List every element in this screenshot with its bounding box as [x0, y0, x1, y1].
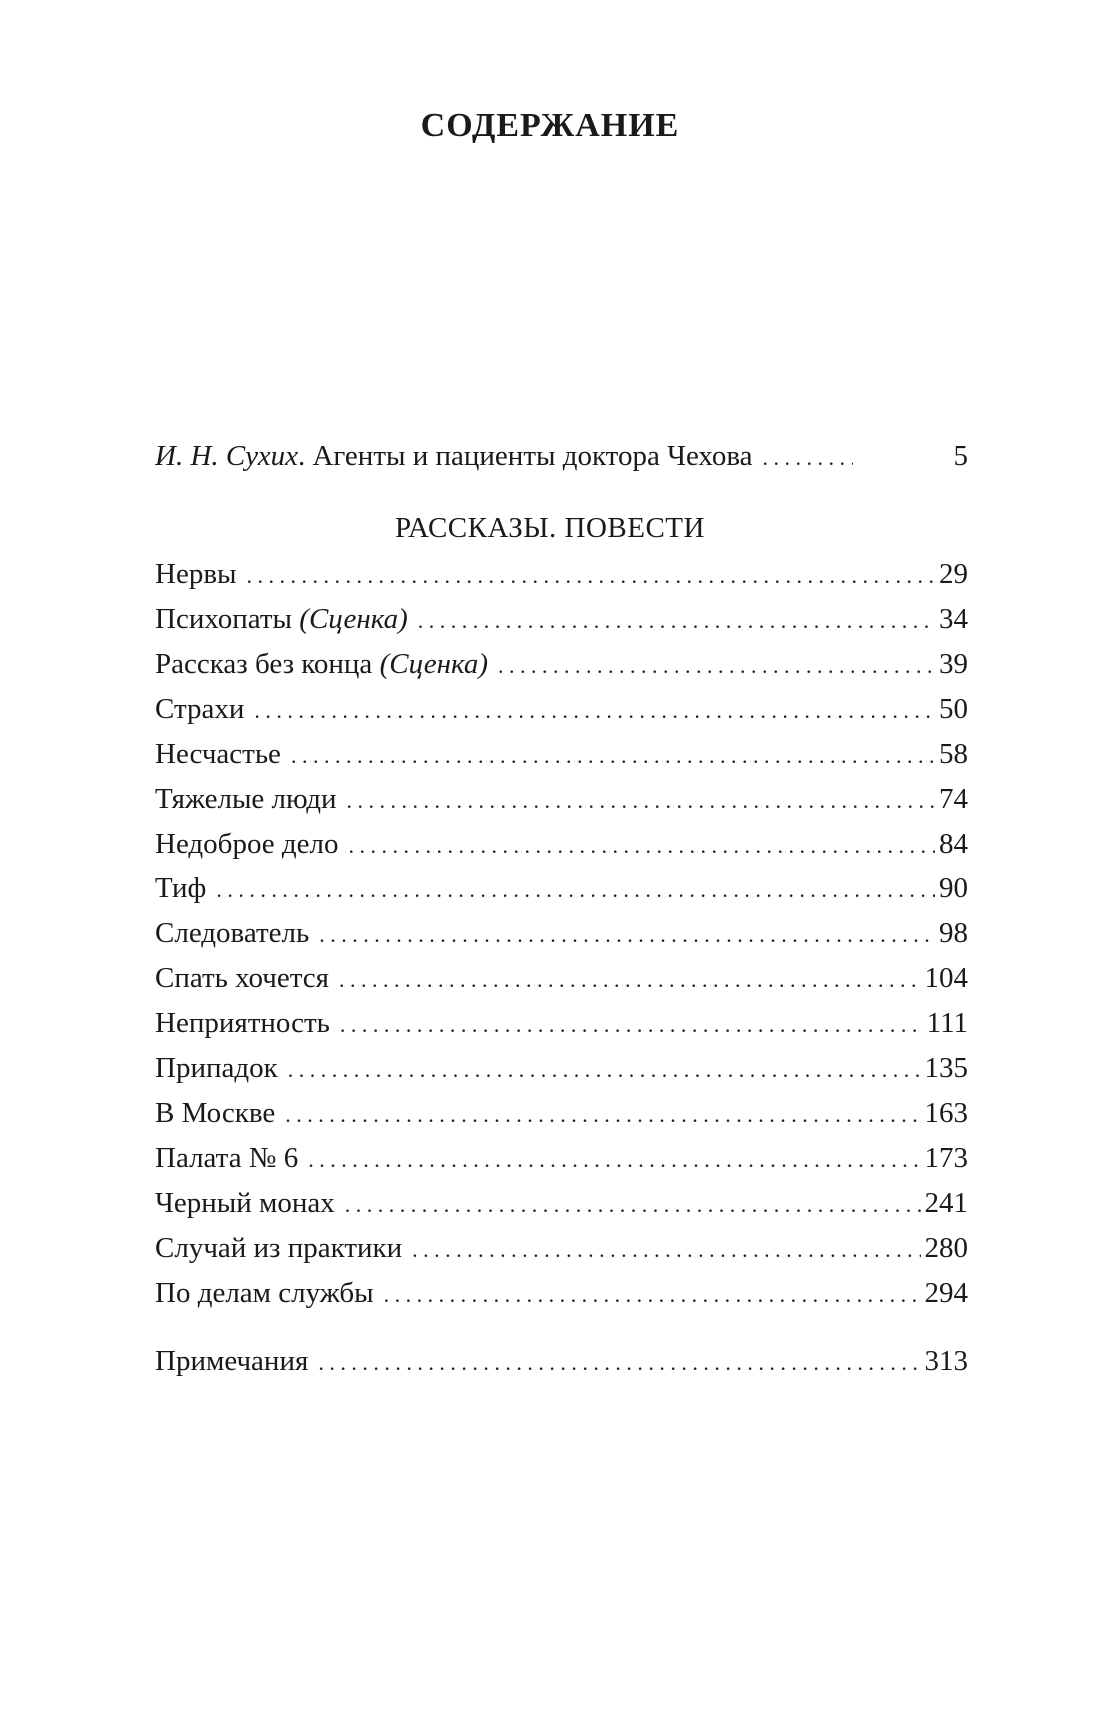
toc-entry[interactable]: [155, 1226, 968, 1270]
entry-page-number: 50: [939, 693, 968, 725]
entry-title: [155, 911, 319, 955]
entry-page-number: 135: [924, 1052, 968, 1084]
entry-title: [155, 1271, 384, 1315]
entry-page-number: 111: [926, 1007, 968, 1039]
dot-leader: [340, 1003, 923, 1045]
dot-leader: [349, 824, 935, 866]
entry-title: [155, 956, 339, 1000]
entry-page-number: 313: [924, 1345, 968, 1377]
entry-title: [155, 642, 498, 686]
entry-title-text: Рассказ без конца: [155, 648, 380, 680]
entry-title-text: Черный монах: [155, 1187, 335, 1219]
dot-leader: [347, 779, 936, 821]
entry-title-text: По делам службы: [155, 1277, 374, 1309]
entry-title: [155, 1181, 345, 1225]
toc-entry[interactable]: [155, 866, 968, 910]
entry-page-number: 294: [924, 1277, 968, 1309]
toc-entry[interactable]: [155, 597, 968, 641]
entry-title: [155, 1136, 308, 1180]
toc-entry[interactable]: [155, 777, 968, 821]
entry-title-text: В Москве: [155, 1097, 276, 1129]
entry-page-number: 173: [924, 1142, 968, 1174]
entry-page-number: 34: [939, 603, 968, 635]
entry-page-number: 58: [939, 738, 968, 770]
entry-title-text: Припадок: [155, 1052, 278, 1084]
toc-entry[interactable]: [155, 552, 968, 596]
toc-entry[interactable]: [155, 1046, 968, 1090]
entry-page-number: 5: [953, 440, 968, 472]
entry-title-text: Тиф: [155, 872, 207, 904]
entry-title-text: Нервы: [155, 558, 237, 590]
toc-entry[interactable]: [155, 956, 968, 1000]
dot-leader: [247, 554, 936, 596]
entry-title: Примечания: [155, 1339, 318, 1383]
toc-entry[interactable]: [155, 1181, 968, 1225]
entry-title: [155, 777, 347, 821]
entry-subtitle: (Сценка): [299, 603, 408, 635]
entry-page-number: 280: [924, 1232, 968, 1264]
toc-entry-intro[interactable]: [155, 434, 968, 478]
entry-title: [155, 1091, 285, 1135]
toc-entry[interactable]: [155, 911, 968, 955]
entry-title-text: Палата № 6: [155, 1142, 299, 1174]
entry-page-number: 98: [939, 917, 968, 949]
entry-title: [155, 1226, 412, 1270]
toc-entry[interactable]: [155, 642, 968, 686]
entry-page-number: 90: [939, 872, 968, 904]
entry-title-text: Спать хочется: [155, 962, 329, 994]
toc-entry[interactable]: [155, 1091, 968, 1135]
dot-leader: [288, 1048, 921, 1090]
entry-title: [155, 1001, 340, 1045]
entry-page-number: 29: [939, 558, 968, 590]
dot-leader: [763, 436, 853, 478]
entry-subtitle: (Сценка): [379, 648, 489, 680]
entry-title: [155, 732, 291, 776]
entry-page-number: 84: [939, 828, 968, 860]
entry-page-number: 74: [939, 783, 968, 815]
entry-title: [155, 687, 254, 731]
dot-leader: [412, 1228, 920, 1270]
entry-title-text: Случай из практики: [155, 1232, 403, 1264]
entry-title-text: Психопаты: [155, 603, 300, 635]
entry-title: [155, 552, 247, 596]
toc-entry[interactable]: [155, 1001, 968, 1045]
entry-title: [155, 597, 418, 641]
dot-leader: [418, 599, 935, 641]
entry-title: [155, 822, 349, 866]
entry-title-text: Неприятность: [155, 1007, 330, 1039]
dot-leader: [319, 913, 935, 955]
toc-entry[interactable]: [155, 1136, 968, 1180]
entry-title-text: Следователь: [155, 917, 310, 949]
entry-title-text: Недоброе дело: [155, 828, 339, 860]
dot-leader: [291, 734, 935, 776]
entry-title-text: Страхи: [155, 693, 245, 725]
entry-title-text: Несчастье: [155, 738, 281, 770]
entry-title-text: Тяжелые люди: [155, 783, 337, 815]
toc-entry[interactable]: [155, 687, 968, 731]
dot-leader: [285, 1093, 920, 1135]
dot-leader: [498, 644, 935, 686]
entry-page-number: 104: [924, 962, 968, 994]
entry-title-text: . Агенты и пациенты доктора Чехова: [297, 440, 753, 472]
entry-title: [155, 434, 763, 478]
page-title: СОДЕРЖАНИЕ: [420, 107, 680, 144]
entry-page-number: 39: [939, 648, 968, 680]
dot-leader: [254, 689, 935, 731]
toc-entry[interactable]: [155, 822, 968, 866]
entry-page-number: 241: [924, 1187, 968, 1219]
entry-author: И. Н. Сухих: [155, 440, 298, 472]
dot-leader: [318, 1341, 920, 1383]
entry-page-number: 163: [924, 1097, 968, 1129]
section-heading: РАССКАЗЫ. ПОВЕСТИ: [395, 512, 705, 544]
toc-entry[interactable]: [155, 1271, 968, 1315]
dot-leader: [216, 868, 935, 910]
toc-entry[interactable]: [155, 732, 968, 776]
dot-leader: [345, 1183, 921, 1225]
entry-title: [155, 1046, 288, 1090]
toc-entry-notes[interactable]: [155, 1339, 968, 1383]
dot-leader: [384, 1273, 921, 1315]
dot-leader: [339, 958, 921, 1000]
dot-leader: [308, 1138, 920, 1180]
entry-title: [155, 866, 216, 910]
